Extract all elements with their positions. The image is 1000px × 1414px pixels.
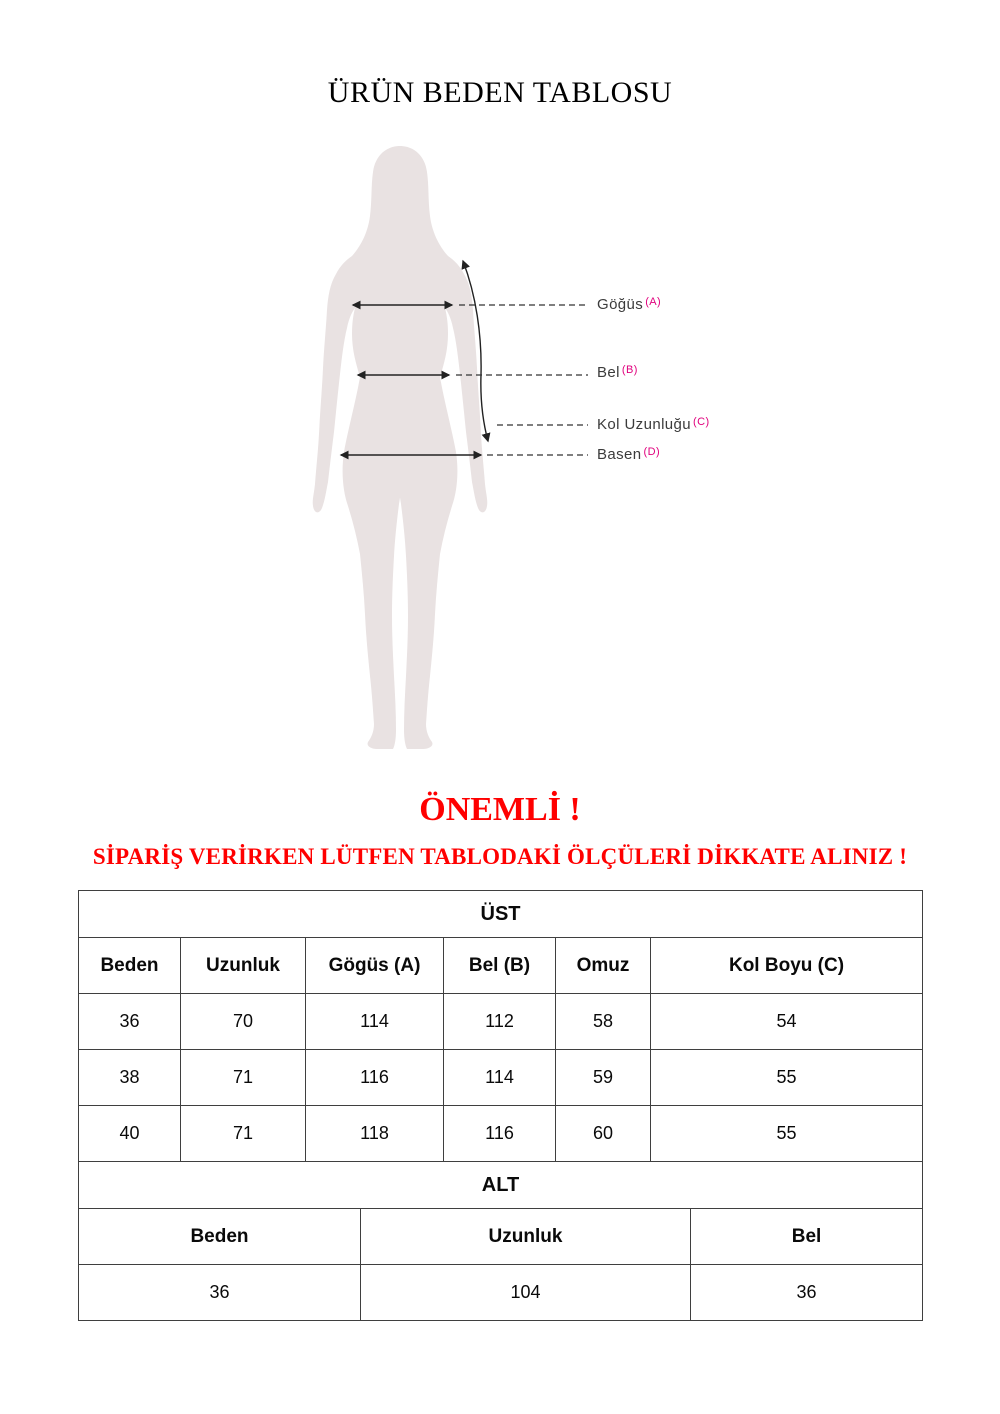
table-cell: 36 [691,1265,923,1321]
important-heading: ÖNEMLİ ! [419,791,581,828]
table-cell: 55 [651,1050,923,1106]
chest-label-text: Göğüs [597,296,644,313]
table-cell: 38 [79,1050,181,1106]
table-cell: 59 [556,1050,651,1106]
col-header-gogus: Gögüs (A) [306,938,444,994]
arm-length-label-code: (C) [693,416,710,428]
table-row [79,1050,923,1106]
table-cell: 54 [651,994,923,1050]
table-cell: 55 [651,1106,923,1162]
waist-label [597,364,638,381]
body-silhouette [313,146,488,749]
col-header-omuz: Omuz [556,938,651,994]
hip-label [597,446,660,463]
table-cell: 114 [306,994,444,1050]
col-header-uzunluk: Uzunluk [181,938,306,994]
page-title: ÜRÜN BEDEN TABLOSU [327,76,673,109]
table-cell: 112 [444,994,556,1050]
table-row [79,1265,923,1321]
table-header-row [79,1209,923,1265]
section-label-alt: ALT [79,1162,923,1209]
table-cell: 71 [181,1050,306,1106]
table-cell: 40 [79,1106,181,1162]
important-warning: SİPARİŞ VERİRKEN LÜTFEN TABLODAKİ ÖLÇÜLERİ DİKKATE ALINIZ ! [92,844,908,869]
measurement-diagram [0,130,1000,762]
waist-label-text: Bel [597,364,620,381]
table-header-row [79,938,923,994]
col-header-kol-boyu: Kol Boyu (C) [651,938,923,994]
table-cell: 58 [556,994,651,1050]
table-cell: 60 [556,1106,651,1162]
size-table-bottom [78,1161,923,1321]
table-cell: 116 [306,1050,444,1106]
col-header-bel: Bel [691,1209,923,1265]
table-cell: 71 [181,1106,306,1162]
col-header-bel: Bel (B) [444,938,556,994]
hip-label-code: (D) [643,446,661,458]
table-cell: 118 [306,1106,444,1162]
chest-label-code: (A) [645,296,662,308]
table-cell: 104 [361,1265,691,1321]
col-header-beden: Beden [79,938,181,994]
waist-label-code: (B) [621,364,638,376]
table-section-row [79,891,923,938]
arm-length-label-text: Kol Uzunluğu [597,416,692,433]
size-tables [78,890,922,1321]
table-cell: 114 [444,1050,556,1106]
table-row [79,994,923,1050]
hip-label-text: Basen [597,446,642,463]
section-label-ust: ÜST [79,891,923,938]
col-header-uzunluk: Uzunluk [361,1209,691,1265]
table-cell: 36 [79,994,181,1050]
table-cell: 36 [79,1265,361,1321]
table-row [79,1106,923,1162]
chest-label [597,296,661,313]
table-cell: 116 [444,1106,556,1162]
col-header-beden: Beden [79,1209,361,1265]
arm-length-label [597,416,710,433]
size-table-top [78,890,923,1162]
table-cell: 70 [181,994,306,1050]
table-section-row [79,1162,923,1209]
